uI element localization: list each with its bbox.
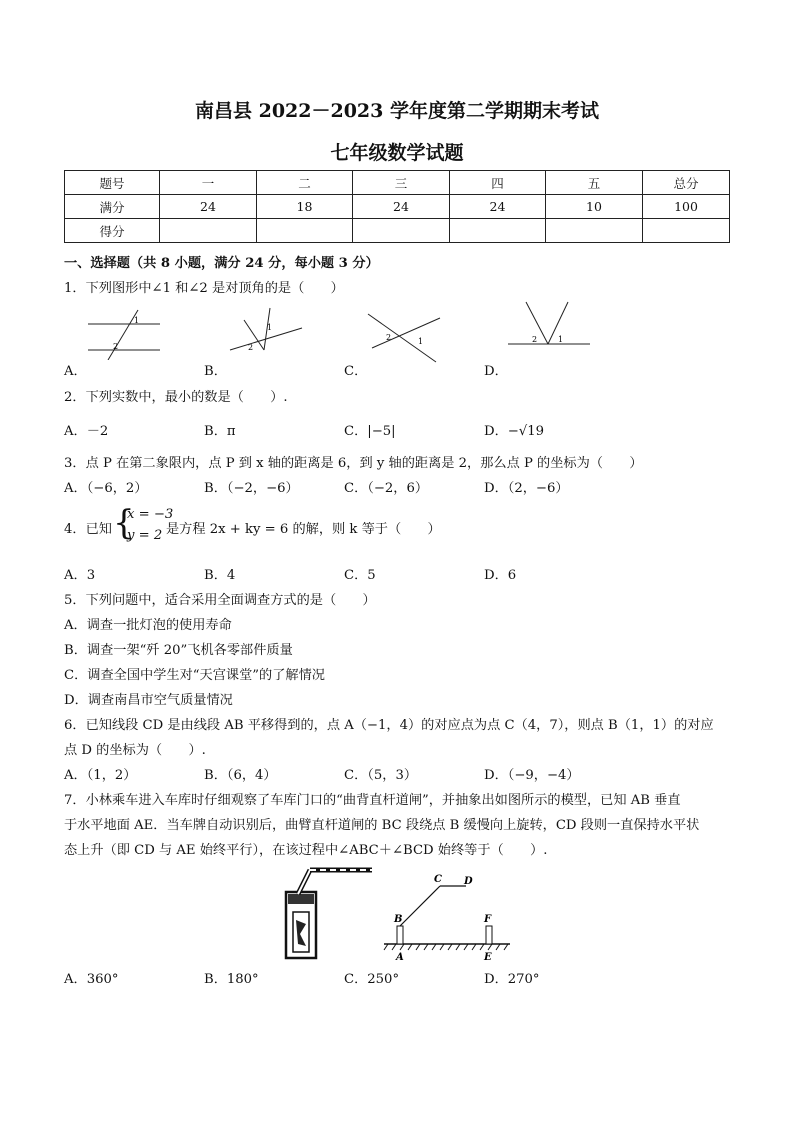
- point-d-label: D: [464, 876, 473, 887]
- angle-label-1: 1: [558, 335, 564, 344]
- table-cell: 三: [353, 171, 450, 195]
- q1-option-d: D．: [484, 364, 508, 379]
- q5-option-c: C．调查全国中学生对“天宫课堂”的了解情况: [64, 668, 325, 683]
- question-5-stem: 5．下列问题中，适合采用全面调查方式的是（ ）: [64, 593, 376, 608]
- q4-equation-1: x = −3: [127, 507, 174, 522]
- angle-label-1: 1: [267, 323, 273, 332]
- score-table-header-row: [65, 171, 730, 195]
- barrier-gate-illustration: [276, 862, 376, 962]
- q4-option-d: D．6: [484, 568, 517, 583]
- q2-option-a: A．－2: [64, 424, 109, 439]
- angle-label-1: 1: [418, 337, 424, 346]
- point-c-label: C: [434, 874, 442, 885]
- q3-option-d: D．（2，−6）: [484, 481, 569, 496]
- exam-title: 南昌县 2022－2023 学年度第二学期期末考试: [195, 100, 599, 122]
- q5-option-a: A．调查一批灯泡的使用寿命: [64, 618, 232, 633]
- angle-label-2: 2: [386, 333, 392, 342]
- q2-option-b: B．π: [204, 424, 236, 439]
- question-2-stem: 2．下列实数中，最小的数是（ ）.: [64, 390, 288, 405]
- brace-icon: {: [113, 503, 135, 543]
- score-entry-cell[interactable]: [450, 219, 546, 243]
- score-entry-cell[interactable]: [160, 219, 257, 243]
- question-7-line-2: 于水平地面 AE．当车牌自动识别后，曲臂直杆道闸的 BC 段绕点 B 缓慢向上旋转，CD 段则一直保持水平状: [64, 818, 700, 833]
- angle-label-2: 2: [113, 342, 119, 351]
- q1-figure-b: [226, 306, 312, 360]
- q1-option-a: A．: [64, 364, 87, 379]
- q3-option-c: C．（−2，6）: [344, 481, 429, 496]
- q1-figure-d: [504, 298, 600, 350]
- point-a-label: A: [396, 952, 404, 963]
- score-table-got-row: [65, 219, 730, 243]
- barrier-model-diagram: [380, 864, 520, 964]
- score-entry-cell[interactable]: [353, 219, 450, 243]
- table-cell: 题号: [65, 171, 160, 195]
- angle-label-1: 1: [134, 316, 140, 325]
- point-e-label: E: [484, 952, 492, 963]
- q7-option-a: A．360°: [64, 972, 119, 987]
- table-cell: 总分: [643, 171, 730, 195]
- question-1-stem: 1．下列图形中∠1 和∠2 是对顶角的是（ ）: [64, 281, 344, 296]
- table-cell: 五: [546, 171, 643, 195]
- q1-figure-c: [364, 304, 450, 368]
- table-cell: 二: [257, 171, 353, 195]
- section-heading: 一、选择题（共 8 小题，满分 24 分，每小题 3 分）: [64, 256, 379, 271]
- table-cell: 100: [643, 195, 730, 219]
- table-cell: 10: [546, 195, 643, 219]
- score-entry-cell[interactable]: [257, 219, 353, 243]
- q5-option-b: B．调查一架“歼 20”飞机各零部件质量: [64, 643, 293, 658]
- q2-option-c: C．|−5|: [344, 424, 396, 439]
- q7-option-c: C．250°: [344, 972, 400, 987]
- q3-option-a: A．（−6，2）: [64, 481, 148, 496]
- table-cell: 18: [257, 195, 353, 219]
- point-b-label: B: [394, 914, 403, 925]
- q2-option-d: D．−√19: [484, 424, 544, 439]
- table-cell: 四: [450, 171, 546, 195]
- score-entry-cell[interactable]: [546, 219, 643, 243]
- ground-hatching: [384, 944, 508, 950]
- q4-option-c: C．5: [344, 568, 376, 583]
- q1-option-c: C．: [344, 364, 368, 379]
- question-3-stem: 3．点 P 在第二象限内，点 P 到 x 轴的距离是 6，到 y 轴的距离是 2，那么点 P 的坐标为（ ）: [64, 456, 643, 471]
- point-f-label: F: [484, 914, 492, 925]
- q6-option-b: B．（6，4）: [204, 768, 277, 783]
- q1-option-b: B．: [204, 364, 227, 379]
- q4-equation-2: y = 2: [127, 528, 163, 543]
- question-7-line-3: 态上升（即 CD 与 AE 始终平行），在该过程中∠ABC＋∠BCD 始终等于（ ）.: [64, 843, 548, 858]
- score-entry-cell[interactable]: [643, 219, 730, 243]
- score-table: [64, 170, 730, 243]
- table-cell: 满分: [65, 195, 160, 219]
- table-cell: 一: [160, 171, 257, 195]
- question-6-line-2: 点 D 的坐标为（ ）.: [64, 743, 206, 758]
- angle-label-2: 2: [532, 335, 538, 344]
- question-4-suffix: 是方程 2x + ky = 6 的解，则 k 等于（ ）: [166, 522, 441, 537]
- q1-figure-a: [84, 306, 170, 360]
- question-4-prefix: 4．已知: [64, 522, 112, 537]
- question-6-line-1: 6．已知线段 CD 是由线段 AB 平移得到的，点 A（−1，4）的对应点为点 C（4，7），则点 B（1，1）的对应: [64, 718, 714, 733]
- table-cell: 24: [353, 195, 450, 219]
- table-cell: 得分: [65, 219, 160, 243]
- q4-option-a: A．3: [64, 568, 96, 583]
- q6-option-a: A．（1，2）: [64, 768, 137, 783]
- q7-option-d: D．270°: [484, 972, 540, 987]
- angle-label-2: 2: [248, 343, 254, 352]
- score-table-fullmarks-row: [65, 195, 730, 219]
- q5-option-d: D．调查南昌市空气质量情况: [64, 693, 233, 708]
- q6-option-c: C．（5，3）: [344, 768, 418, 783]
- question-7-line-1: 7．小林乘车进入车库时仔细观察了车库门口的“曲背直杆道闸”，并抽象出如图所示的模型，已知 AB 垂直: [64, 793, 681, 808]
- table-cell: 24: [160, 195, 257, 219]
- exam-subtitle: 七年级数学试题: [330, 142, 464, 164]
- q7-option-b: B．180°: [204, 972, 259, 987]
- table-cell: 24: [450, 195, 546, 219]
- q4-option-b: B．4: [204, 568, 236, 583]
- q6-option-d: D．（−9，−4）: [484, 768, 580, 783]
- q3-option-b: B．（−2，−6）: [204, 481, 299, 496]
